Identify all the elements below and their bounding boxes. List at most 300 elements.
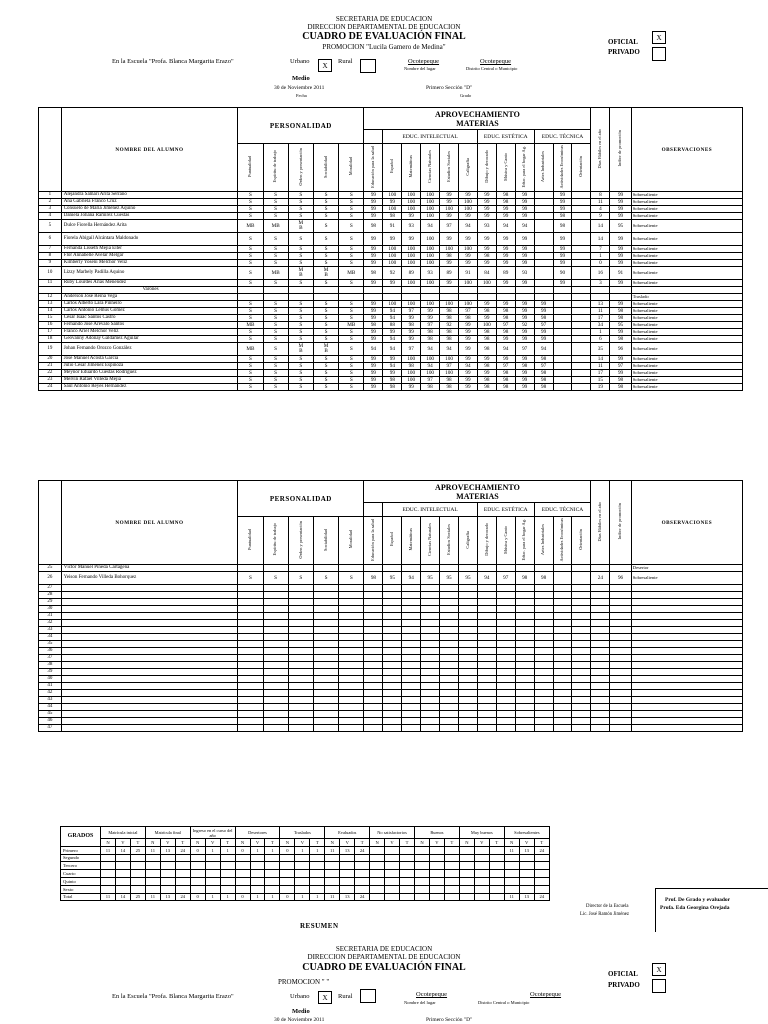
summary-row bbox=[61, 885, 550, 893]
personality-header: PERSONALIDAD bbox=[238, 481, 364, 517]
observation bbox=[631, 634, 742, 641]
subject-grade bbox=[515, 690, 534, 697]
subject-grade: 93 bbox=[477, 220, 496, 233]
subject-grade bbox=[383, 585, 402, 592]
summary-value bbox=[429, 854, 444, 862]
subject-grade bbox=[496, 683, 515, 690]
summary-value bbox=[400, 877, 415, 885]
subject-grade: 99 bbox=[364, 308, 383, 315]
column-header: Sociabilidad bbox=[313, 517, 338, 565]
subject-grade: 99 bbox=[458, 377, 477, 384]
subject-grade bbox=[440, 641, 459, 648]
student-row bbox=[39, 301, 743, 308]
summary-subheader: N bbox=[280, 839, 295, 847]
summary-value bbox=[429, 870, 444, 878]
subject-grade bbox=[383, 655, 402, 662]
personality-grade bbox=[313, 634, 338, 641]
personality-grade bbox=[288, 718, 313, 725]
student-number: 38 bbox=[39, 662, 62, 669]
grade-label: Total bbox=[61, 893, 101, 901]
subject-grade bbox=[477, 606, 496, 613]
personality-grade bbox=[313, 641, 338, 648]
personality-grade: MB bbox=[339, 322, 364, 329]
subject-grade bbox=[402, 606, 421, 613]
personality-grade: S bbox=[288, 246, 313, 253]
dias-header: Días Hábiles en el año bbox=[591, 481, 610, 565]
subject-grade: 99 bbox=[364, 280, 383, 287]
personality-grade bbox=[339, 655, 364, 662]
personality-grade: S bbox=[263, 356, 288, 363]
subject-grade: 98 bbox=[364, 322, 383, 329]
privado-checkbox[interactable] bbox=[652, 979, 666, 993]
subject-grade bbox=[534, 565, 553, 572]
personality-grade bbox=[313, 662, 338, 669]
student-name: Varones bbox=[61, 287, 238, 294]
subject-grade: 99 bbox=[440, 199, 459, 206]
subject-grade bbox=[477, 620, 496, 627]
subject-grade: 99 bbox=[496, 356, 515, 363]
student-row bbox=[39, 711, 743, 718]
subject-grade bbox=[534, 246, 553, 253]
personality-grade bbox=[263, 725, 288, 732]
summary-value bbox=[355, 854, 370, 862]
personality-grade bbox=[238, 725, 263, 732]
subject-grade: 99 bbox=[364, 370, 383, 377]
personality-grade bbox=[288, 620, 313, 627]
personality-grade bbox=[339, 287, 364, 294]
student-row bbox=[39, 246, 743, 253]
subject-grade bbox=[458, 627, 477, 634]
summary-group-header: Ingreso en el curso del año bbox=[190, 827, 235, 839]
subject-grade bbox=[477, 718, 496, 725]
personality-grade bbox=[238, 683, 263, 690]
personality-grade: S bbox=[263, 370, 288, 377]
promotion-name: PROMOCION " " bbox=[278, 978, 330, 986]
promotion-index bbox=[610, 704, 631, 711]
subject-grade bbox=[383, 704, 402, 711]
student-row bbox=[39, 690, 743, 697]
subject-grade: 100 bbox=[421, 213, 440, 220]
subject-grade bbox=[440, 599, 459, 606]
subject-grade bbox=[477, 662, 496, 669]
oficial-checkbox[interactable]: X bbox=[652, 963, 666, 976]
column-header: Orden y presentación bbox=[288, 144, 313, 192]
summary-subheader: T bbox=[444, 839, 459, 847]
subject-grade bbox=[402, 287, 421, 294]
subject-grade: 98 bbox=[364, 220, 383, 233]
subject-grade: 92 bbox=[383, 267, 402, 280]
orientation-grade bbox=[572, 329, 591, 336]
student-number: 33 bbox=[39, 627, 62, 634]
summary-value: 11 bbox=[325, 893, 340, 901]
summary-value bbox=[115, 854, 130, 862]
subject-grade: 100 bbox=[421, 192, 440, 199]
summary-value: 11 bbox=[504, 846, 519, 854]
observation: Sobresaliente bbox=[631, 343, 742, 356]
summary-value bbox=[400, 885, 415, 893]
personality-grade bbox=[313, 585, 338, 592]
subject-grade: 99 bbox=[496, 260, 515, 267]
summary-value bbox=[175, 877, 190, 885]
orientation-grade bbox=[572, 683, 591, 690]
promotion-index: 99 bbox=[610, 246, 631, 253]
summary-value bbox=[459, 854, 474, 862]
subject-grade: 99 bbox=[515, 308, 534, 315]
orientation-grade bbox=[572, 246, 591, 253]
subject-grade bbox=[458, 606, 477, 613]
subject-grade: 100 bbox=[383, 246, 402, 253]
summary-value: 13 bbox=[340, 893, 355, 901]
subject-grade: 99 bbox=[458, 192, 477, 199]
absent-days: 17 bbox=[591, 370, 610, 377]
estetica-header: EDUC. ESTÉTICA bbox=[477, 130, 534, 144]
promotion-index bbox=[610, 725, 631, 732]
subject-grade: 100 bbox=[421, 370, 440, 377]
personality-grade bbox=[263, 287, 288, 294]
column-header: Educ. para el hogar Ag. bbox=[515, 517, 534, 565]
student-number: 14 bbox=[39, 308, 62, 315]
orientation-grade bbox=[572, 213, 591, 220]
subject-grade bbox=[402, 690, 421, 697]
ministry-name: SECRETARIA DE EDUCACION bbox=[335, 15, 433, 23]
personality-grade bbox=[339, 676, 364, 683]
subject-grade bbox=[364, 676, 383, 683]
summary-value bbox=[340, 854, 355, 862]
observation: Sobresaliente bbox=[631, 370, 742, 377]
subject-grade bbox=[496, 676, 515, 683]
summary-value: 13 bbox=[519, 846, 534, 854]
column-header: Español bbox=[383, 144, 402, 192]
direction-name: DIRECCION DEPARTAMENTAL DE EDUCACION bbox=[307, 953, 461, 961]
summary-subheader: N bbox=[415, 839, 430, 847]
subject-grade bbox=[458, 634, 477, 641]
student-number: 5 bbox=[39, 220, 62, 233]
personality-grade: S bbox=[263, 363, 288, 370]
summary-value: 1 bbox=[205, 846, 220, 854]
student-number: 8 bbox=[39, 253, 62, 260]
summary-value: 25 bbox=[130, 893, 145, 901]
personality-grade: MB bbox=[238, 343, 263, 356]
personality-grade bbox=[263, 634, 288, 641]
subject-grade: 99 bbox=[534, 329, 553, 336]
subject-grade bbox=[421, 669, 440, 676]
personality-grade bbox=[263, 627, 288, 634]
subject-grade bbox=[553, 683, 572, 690]
summary-value bbox=[474, 862, 489, 870]
student-name: Kimberly Yoseni Melchor Veliz bbox=[61, 260, 238, 267]
summary-value bbox=[370, 846, 385, 854]
promotion-index bbox=[610, 648, 631, 655]
subject-grade bbox=[534, 641, 553, 648]
absent-days bbox=[591, 648, 610, 655]
summary-value bbox=[250, 862, 265, 870]
personality-grade bbox=[288, 294, 313, 301]
personality-grade: S bbox=[263, 260, 288, 267]
personality-grade bbox=[288, 641, 313, 648]
subject-grade bbox=[458, 704, 477, 711]
subject-grade: 94 bbox=[421, 343, 440, 356]
subject-grade: 99 bbox=[515, 199, 534, 206]
personality-grade: S bbox=[238, 377, 263, 384]
student-name: Yeison Fernando Villeda Bohorquez bbox=[61, 572, 238, 585]
summary-group-header: Matrícula final bbox=[145, 827, 190, 839]
subject-grade bbox=[421, 711, 440, 718]
personality-grade bbox=[339, 641, 364, 648]
subject-grade: 100 bbox=[421, 233, 440, 246]
indice-header: Indice de promoción bbox=[610, 481, 631, 565]
personality-grade: S bbox=[238, 192, 263, 199]
subject-grade: 99 bbox=[496, 213, 515, 220]
observation bbox=[631, 655, 742, 662]
summary-value bbox=[385, 893, 400, 901]
student-row bbox=[39, 287, 743, 294]
subject-grade bbox=[534, 585, 553, 592]
personality-grade bbox=[238, 613, 263, 620]
subject-grade bbox=[477, 648, 496, 655]
personality-grade bbox=[238, 634, 263, 641]
summary-value bbox=[504, 862, 519, 870]
personality-grade: S bbox=[238, 267, 263, 280]
subject-grade: 99 bbox=[458, 322, 477, 329]
personality-grade bbox=[238, 690, 263, 697]
subject-grade: 99 bbox=[364, 192, 383, 199]
orientation-grade bbox=[572, 572, 591, 585]
column-header: Estudios Sociales bbox=[440, 517, 459, 565]
student-name bbox=[61, 676, 238, 683]
rural-checkbox[interactable] bbox=[360, 989, 376, 1003]
personality-grade: S bbox=[288, 260, 313, 267]
column-header: Artes Industriales bbox=[534, 517, 553, 565]
student-row bbox=[39, 572, 743, 585]
personality-grade: S bbox=[313, 280, 338, 287]
absent-days bbox=[591, 613, 610, 620]
student-row bbox=[39, 322, 743, 329]
subject-grade: 99 bbox=[515, 260, 534, 267]
summary-value bbox=[415, 854, 430, 862]
subject-grade bbox=[440, 718, 459, 725]
student-number: 21 bbox=[39, 363, 62, 370]
urbano-checkbox[interactable]: X bbox=[318, 59, 332, 72]
subject-grade: 100 bbox=[458, 206, 477, 213]
subject-grade bbox=[553, 294, 572, 301]
subject-grade bbox=[534, 253, 553, 260]
student-name bbox=[61, 697, 238, 704]
subject-grade bbox=[553, 613, 572, 620]
summary-value bbox=[415, 877, 430, 885]
promotion-index bbox=[610, 676, 631, 683]
summary-subheader: V bbox=[519, 839, 534, 847]
personality-grade: MB bbox=[238, 220, 263, 233]
student-row bbox=[39, 253, 743, 260]
personality-grade bbox=[238, 697, 263, 704]
student-row bbox=[39, 599, 743, 606]
subject-grade bbox=[383, 606, 402, 613]
subject-grade bbox=[440, 294, 459, 301]
subject-grade: 95 bbox=[458, 572, 477, 585]
student-row bbox=[39, 206, 743, 213]
promotion-index bbox=[610, 565, 631, 572]
urbano-checkbox[interactable]: X bbox=[318, 991, 332, 1004]
summary-row bbox=[61, 893, 550, 901]
summary-value bbox=[130, 862, 145, 870]
subject-grade bbox=[364, 620, 383, 627]
summary-value bbox=[265, 870, 280, 878]
summary-group-header: Desertores bbox=[235, 827, 280, 839]
personality-grade: S bbox=[313, 233, 338, 246]
subject-grade bbox=[421, 599, 440, 606]
subject-grade bbox=[496, 634, 515, 641]
summary-value bbox=[250, 854, 265, 862]
subject-grade: 99 bbox=[515, 370, 534, 377]
student-row bbox=[39, 683, 743, 690]
summary-value bbox=[250, 870, 265, 878]
subject-grade: 99 bbox=[515, 206, 534, 213]
subject-grade: 93 bbox=[515, 267, 534, 280]
absent-days bbox=[591, 606, 610, 613]
grade-label: Quinto bbox=[61, 877, 101, 885]
subject-grade: 98 bbox=[421, 384, 440, 391]
subject-grade: 98 bbox=[496, 384, 515, 391]
subject-grade bbox=[534, 613, 553, 620]
rural-checkbox[interactable] bbox=[360, 59, 376, 73]
promotion-index bbox=[610, 690, 631, 697]
subject-grade bbox=[383, 634, 402, 641]
subject-grade bbox=[364, 718, 383, 725]
student-row bbox=[39, 343, 743, 356]
personality-grade: S bbox=[313, 336, 338, 343]
subject-grade bbox=[383, 627, 402, 634]
subject-grade bbox=[421, 627, 440, 634]
personality-grade bbox=[263, 613, 288, 620]
subject-grade bbox=[402, 662, 421, 669]
personality-grade: S bbox=[263, 206, 288, 213]
subject-grade: 100 bbox=[402, 199, 421, 206]
student-row bbox=[39, 662, 743, 669]
subject-grade bbox=[477, 683, 496, 690]
summary-value bbox=[519, 854, 534, 862]
student-name: Johan Fernando Orozco González bbox=[61, 343, 238, 356]
subject-grade: 97 bbox=[421, 322, 440, 329]
summary-value: 0 bbox=[190, 893, 205, 901]
student-number: 28 bbox=[39, 592, 62, 599]
observation: Sobresaliente bbox=[631, 267, 742, 280]
summary-value bbox=[310, 877, 325, 885]
indice-header: Indice de promoción bbox=[610, 108, 631, 192]
subject-grade bbox=[496, 294, 515, 301]
oficial-checkbox[interactable]: X bbox=[652, 31, 666, 44]
student-row bbox=[39, 363, 743, 370]
subject-grade bbox=[496, 704, 515, 711]
personality-grade: S bbox=[263, 301, 288, 308]
subject-grade bbox=[402, 683, 421, 690]
personality-grade: S bbox=[339, 384, 364, 391]
summary-value bbox=[205, 877, 220, 885]
personality-grade bbox=[263, 294, 288, 301]
summary-value bbox=[310, 854, 325, 862]
summary-value bbox=[235, 885, 250, 893]
personality-grade bbox=[238, 565, 263, 572]
promotion-index bbox=[610, 627, 631, 634]
subject-grade bbox=[440, 606, 459, 613]
summary-value: 0 bbox=[280, 846, 295, 854]
subject-grade bbox=[534, 662, 553, 669]
orientation-grade bbox=[572, 220, 591, 233]
subject-grade: 97 bbox=[440, 363, 459, 370]
subject-grade bbox=[496, 655, 515, 662]
student-name: Ruby Lourdes Arias Menendez bbox=[61, 280, 238, 287]
summary-subheader: T bbox=[220, 839, 235, 847]
promotion-index: 98 bbox=[610, 384, 631, 391]
promotion-index: 99 bbox=[610, 199, 631, 206]
subject-grade bbox=[534, 592, 553, 599]
personality-grade bbox=[313, 676, 338, 683]
personality-grade: S bbox=[238, 280, 263, 287]
personality-grade bbox=[238, 599, 263, 606]
personality-grade bbox=[263, 697, 288, 704]
district-name: Ocotepeque bbox=[480, 58, 512, 65]
subject-grade: 99 bbox=[440, 213, 459, 220]
personality-grade bbox=[339, 613, 364, 620]
subject-grade: 98 bbox=[496, 370, 515, 377]
subject-grade: 98 bbox=[402, 363, 421, 370]
subject-grade: 100 bbox=[402, 246, 421, 253]
subject-grade: 99 bbox=[515, 233, 534, 246]
subject-grade: 99 bbox=[477, 206, 496, 213]
grade-label: Segundo bbox=[61, 854, 101, 862]
summary-value: 24 bbox=[175, 893, 190, 901]
orientation-grade bbox=[572, 648, 591, 655]
orientation-grade bbox=[572, 669, 591, 676]
subject-grade bbox=[496, 613, 515, 620]
orientation-grade bbox=[572, 655, 591, 662]
privado-checkbox[interactable] bbox=[652, 47, 666, 61]
absent-days bbox=[591, 669, 610, 676]
summary-value bbox=[504, 877, 519, 885]
subject-grade bbox=[534, 606, 553, 613]
subject-grade bbox=[364, 287, 383, 294]
student-number: 47 bbox=[39, 725, 62, 732]
subject-grade bbox=[553, 308, 572, 315]
subject-grade bbox=[515, 565, 534, 572]
subject-grade: 98 bbox=[496, 308, 515, 315]
subject-grade bbox=[515, 592, 534, 599]
summary-value bbox=[370, 885, 385, 893]
summary-value: 14 bbox=[115, 846, 130, 854]
subject-grade bbox=[534, 690, 553, 697]
summary-subheader: V bbox=[295, 839, 310, 847]
subject-grade bbox=[553, 336, 572, 343]
subject-grade bbox=[421, 648, 440, 655]
student-number: 20 bbox=[39, 356, 62, 363]
student-row bbox=[39, 634, 743, 641]
observation bbox=[631, 690, 742, 697]
orientation-grade bbox=[572, 704, 591, 711]
absent-days: 34 bbox=[591, 322, 610, 329]
subject-grade bbox=[515, 620, 534, 627]
subject-grade bbox=[402, 711, 421, 718]
summary-value bbox=[400, 893, 415, 901]
personality-grade: S bbox=[313, 301, 338, 308]
personality-grade: S bbox=[313, 315, 338, 322]
subject-grade bbox=[515, 613, 534, 620]
personality-grade: S bbox=[288, 384, 313, 391]
orientation-grade bbox=[572, 377, 591, 384]
orientation-grade bbox=[572, 322, 591, 329]
observation: Sobresaliente bbox=[631, 301, 742, 308]
subject-grade: 99 bbox=[477, 246, 496, 253]
subject-grade: 100 bbox=[458, 280, 477, 287]
subject-grade: 99 bbox=[402, 329, 421, 336]
